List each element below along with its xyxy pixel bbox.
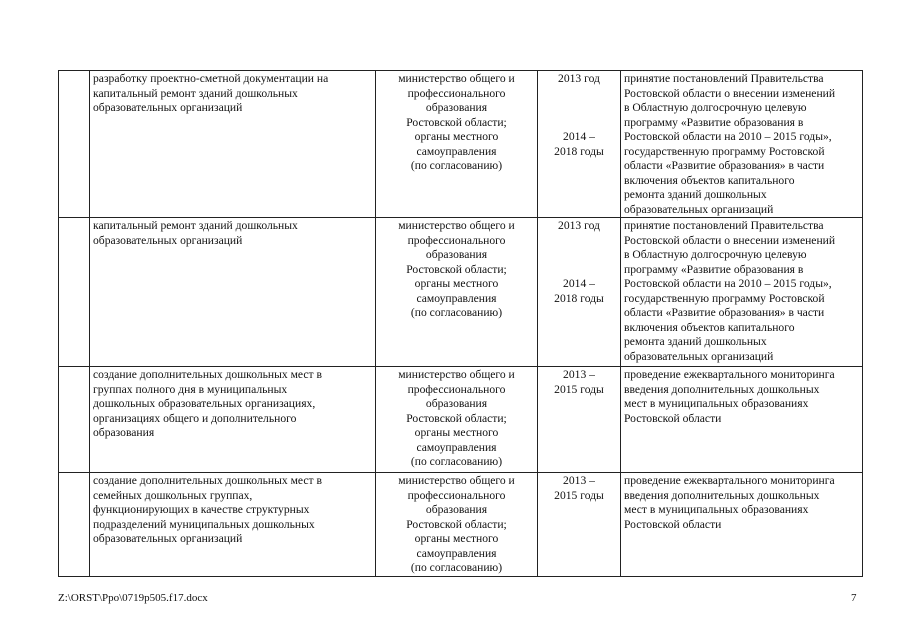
responsible-line: (по согласованию)	[410, 561, 503, 574]
row-number-cell	[59, 473, 90, 577]
deadline-line: 2015 годы	[554, 382, 604, 396]
result-line: образовательных организаций	[624, 349, 774, 363]
result-line: в Областную долгосрочную целевую	[624, 248, 807, 261]
result-cell	[621, 71, 863, 218]
result-line: введения дополнительных дошкольных	[624, 488, 820, 502]
footer-file-path: Z:\ORST\Ppo\0719p505.f17.docx	[58, 592, 208, 604]
result-line: включения объектов капитального	[624, 320, 795, 334]
result-line: проведение ежеквартального мониторинга	[624, 474, 835, 487]
result-line: Ростовской области на 2010 – 2015 годы»,	[624, 130, 832, 143]
result-line: программу «Развитие образования в	[624, 262, 804, 276]
result-line: в Областную долгосрочную целевую	[624, 101, 807, 114]
responsible-line: самоуправления	[416, 291, 497, 305]
responsible-line: министерство общего и	[398, 368, 515, 381]
result-line: включения объектов капитального	[624, 173, 795, 187]
responsible-line: (по согласованию)	[410, 306, 503, 319]
result-line: Ростовской области на 2010 – 2015 годы»,	[624, 277, 832, 290]
row-number-cell	[59, 367, 90, 473]
responsible-cell	[376, 473, 538, 577]
deadline-line: 2014 –	[563, 277, 595, 290]
activity-line: семейных дошкольных группах,	[93, 488, 253, 502]
activity-line: образовательных организаций	[93, 233, 243, 247]
activity-cell	[90, 218, 376, 367]
deadline-line: 2015 годы	[554, 488, 604, 502]
responsible-line: образования	[425, 101, 488, 114]
activity-line: образования	[93, 426, 155, 439]
responsible-line: министерство общего и	[398, 474, 515, 487]
responsible-cell	[376, 367, 538, 473]
deadline-line: 2013 –	[563, 474, 595, 487]
responsible-line: органы местного	[414, 532, 499, 545]
responsible-line: образования	[425, 397, 488, 410]
deadline-line: 2013 год	[558, 219, 600, 232]
responsible-line: Ростовской области;	[406, 411, 507, 425]
activity-line: дошкольных образовательных организациях,	[93, 397, 316, 410]
activity-line: капитальный ремонт зданий дошкольных	[93, 219, 298, 232]
deadline-line: 2018 годы	[554, 291, 604, 305]
responsible-cell	[376, 71, 538, 218]
table-row	[59, 71, 863, 218]
responsible-line: профессионального	[407, 233, 506, 247]
responsible-line: профессионального	[407, 86, 506, 100]
activity-cell	[90, 473, 376, 577]
result-line: Ростовской области	[624, 411, 722, 425]
result-line: государственную программу Ростовской	[624, 291, 825, 305]
responsible-line: Ростовской области;	[406, 262, 507, 276]
deadline-cell	[538, 71, 621, 218]
activity-line: капитальный ремонт зданий дошкольных	[93, 86, 298, 100]
result-line: принятие постановлений Правительства	[624, 219, 824, 232]
responsible-line: самоуправления	[416, 546, 497, 560]
table-row	[59, 473, 863, 577]
activity-line: создание дополнительных дошкольных мест в	[93, 474, 322, 487]
responsible-line: (по согласованию)	[410, 159, 503, 172]
responsible-line: органы местного	[414, 130, 499, 143]
result-line: Ростовской области	[624, 517, 722, 531]
responsible-line: Ростовской области;	[406, 115, 507, 129]
result-line: введения дополнительных дошкольных	[624, 382, 820, 396]
responsible-line: министерство общего и	[398, 219, 515, 232]
responsible-line: органы местного	[414, 277, 499, 290]
activity-line: образовательных организаций	[93, 532, 243, 545]
activity-line: функционирующих в качестве структурных	[93, 503, 310, 516]
result-line: государственную программу Ростовской	[624, 144, 825, 158]
responsible-line: образования	[425, 503, 488, 516]
result-line: Ростовской области о внесении изменений	[624, 233, 836, 247]
page-number: 7	[851, 592, 857, 604]
table-row	[59, 218, 863, 367]
activity-cell	[90, 367, 376, 473]
deadline-line: 2018 годы	[554, 144, 604, 158]
responsible-line: органы местного	[414, 426, 499, 439]
result-cell	[621, 473, 863, 577]
result-line: программу «Развитие образования в	[624, 115, 804, 129]
responsible-cell	[376, 218, 538, 367]
activity-line: организациях общего и дополнительного	[93, 411, 297, 425]
result-cell	[621, 218, 863, 367]
responsible-line: Ростовской области;	[406, 517, 507, 531]
result-line: принятие постановлений Правительства	[624, 72, 824, 85]
result-line: ремонта зданий дошкольных	[624, 188, 767, 201]
responsible-line: самоуправления	[416, 440, 497, 454]
document-table	[58, 70, 863, 577]
result-cell	[621, 367, 863, 473]
result-line: мест в муниципальных образованиях	[624, 397, 809, 410]
result-line: области «Развитие образования» в части	[624, 159, 825, 172]
responsible-line: профессионального	[407, 488, 506, 502]
result-line: Ростовской области о внесении изменений	[624, 86, 836, 100]
deadline-line: 2013 год	[558, 72, 600, 85]
responsible-line: профессионального	[407, 382, 506, 396]
activity-line: создание дополнительных дошкольных мест в	[93, 368, 322, 381]
deadline-cell	[538, 473, 621, 577]
table-row	[59, 367, 863, 473]
activity-line: разработку проектно-сметной документации на	[93, 72, 329, 85]
responsible-line: (по согласованию)	[410, 455, 503, 468]
deadline-line: 2014 –	[563, 130, 595, 143]
row-number-cell	[59, 218, 90, 367]
activity-line: образовательных организаций	[93, 101, 243, 114]
deadline-cell	[538, 218, 621, 367]
deadline-line: 2013 –	[563, 368, 595, 381]
deadline-cell	[538, 367, 621, 473]
responsible-line: образования	[425, 248, 488, 261]
result-line: области «Развитие образования» в части	[624, 306, 825, 319]
responsible-line: министерство общего и	[398, 72, 515, 85]
activity-line: подразделений муниципальных дошкольных	[93, 517, 315, 531]
activity-cell	[90, 71, 376, 218]
result-line: образовательных организаций	[624, 202, 774, 216]
activity-line: группах полного дня в муниципальных	[93, 382, 288, 396]
result-line: проведение ежеквартального мониторинга	[624, 368, 835, 381]
result-line: мест в муниципальных образованиях	[624, 503, 809, 516]
result-line: ремонта зданий дошкольных	[624, 335, 767, 348]
row-number-cell	[59, 71, 90, 218]
responsible-line: самоуправления	[416, 144, 497, 158]
